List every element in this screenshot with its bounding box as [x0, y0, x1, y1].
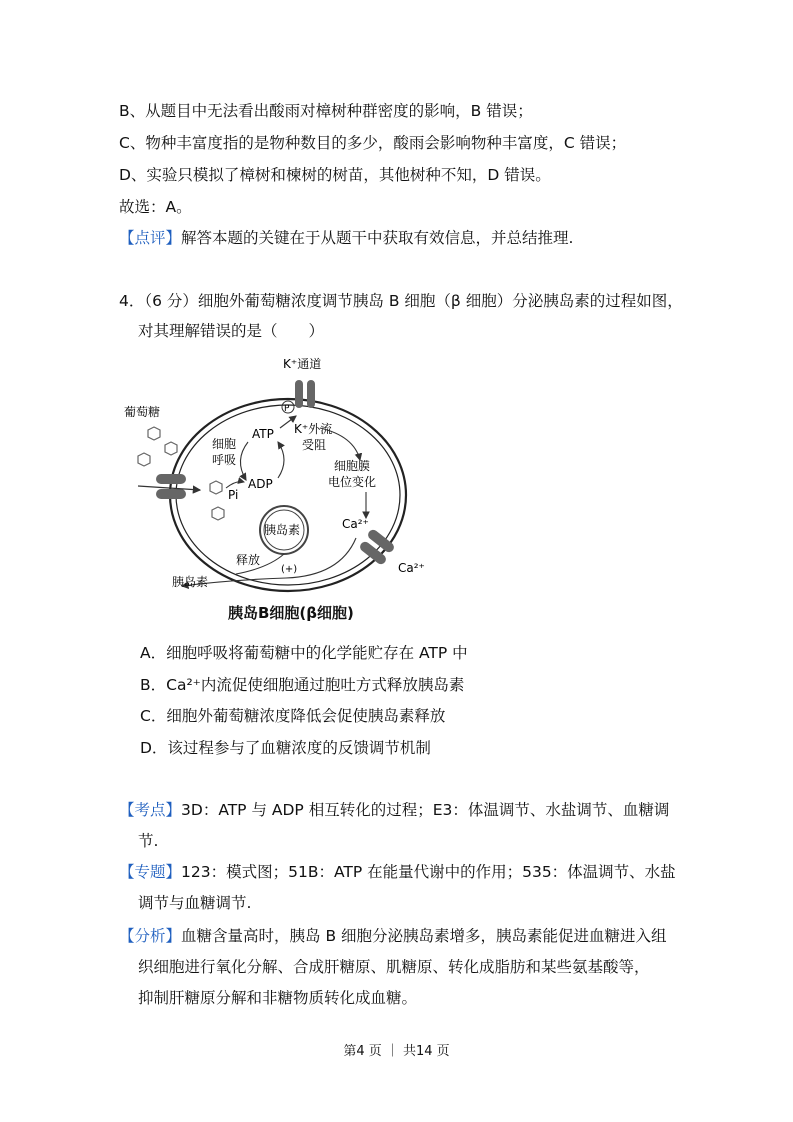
comment-text: 解答本题的关键在于从题干中获取有效信息，并总结推理. — [181, 229, 574, 247]
zhuanti-line-1: 【专题】123：模式图；51B：ATP 在能量代谢中的作用；535：体温调节、水盐 — [119, 863, 676, 881]
ca-outer-label: Ca²⁺ — [398, 561, 425, 575]
option-a: A．细胞呼吸将葡萄糖中的化学能贮存在 ATP 中 — [140, 644, 468, 662]
option-b: B．Ca²⁺内流促使细胞通过胞吐方式释放胰岛素 — [140, 676, 465, 694]
glucose-label: 葡萄糖 — [124, 405, 161, 419]
membrane-label-2: 电位变化 — [328, 475, 377, 489]
k-efflux-label-1: K⁺外流 — [294, 422, 333, 436]
ca-channel-icon — [358, 528, 396, 566]
k-channel-icon — [295, 380, 315, 408]
fenxi-tag: 【分析】 — [119, 927, 182, 945]
fenxi-line-2: 织细胞进行氧化分解、合成肝糖原、肌糖原、转化成脂肪和某些氨基酸等， — [138, 958, 650, 976]
atp-label: ATP — [252, 427, 274, 441]
adp-label: ADP — [248, 477, 273, 491]
cell-membrane — [170, 399, 406, 591]
k-efflux-label-2: 受阻 — [302, 438, 327, 452]
ca-inner-label: Ca²⁺ — [342, 517, 369, 531]
release-label: 释放 — [236, 553, 261, 567]
comment-tag: 【点评】 — [119, 229, 182, 247]
zhuanti-line-2: 调节与血糖调节. — [138, 894, 252, 912]
answer-line-d: D、实验只模拟了樟树和楝树的树苗，其他树种不知，D 错误。 — [119, 166, 551, 184]
answer-line-c: C、物种丰富度指的是物种数目的多少，酸雨会影响物种丰富度，C 错误； — [119, 134, 627, 152]
answer-line-b: B、从题目中无法看出酸雨对樟树种群密度的影响，B 错误； — [119, 102, 533, 120]
kaodian-tag: 【考点】 — [119, 801, 182, 819]
beta-cell-diagram — [118, 350, 425, 630]
kaodian-line-1: 【考点】3D：ATP 与 ADP 相互转化的过程；E3：体温调节、水盐调节、血糖调 — [119, 801, 670, 819]
figure-caption: 胰岛B细胞(β细胞) — [228, 604, 354, 622]
question-line-2: 对其理解错误的是（ ） — [138, 322, 325, 340]
option-d: D．该过程参与了血糖浓度的反馈调节机制 — [140, 739, 431, 757]
fenxi-line-3: 抑制肝糖原分解和非糖物质转化成血糖。 — [138, 989, 418, 1007]
insulin-inner-label: 胰岛素 — [264, 523, 301, 537]
answer-choice: 故选：A。 — [119, 198, 192, 216]
svg-text:P: P — [284, 404, 290, 414]
pi-label: Pi — [228, 488, 239, 502]
comment-line — [119, 228, 573, 248]
kaodian-line-2: 节. — [138, 832, 159, 850]
page-footer: 第4 页 ｜ 共14 页 — [343, 1044, 450, 1059]
zhuanti-tag: 【专题】 — [119, 863, 182, 881]
membrane-label-1: 细胞膜 — [334, 459, 371, 473]
question-line-1: 4．（6 分）细胞外葡萄糖浓度调节胰岛 B 细胞（β 细胞）分泌胰岛素的过程如图， — [119, 292, 683, 310]
respiration-label-2: 呼吸 — [212, 453, 237, 467]
respiration-label-1: 细胞 — [212, 437, 237, 451]
fenxi-line-1: 【分析】血糖含量高时，胰岛 B 细胞分泌胰岛素增多，胰岛素能促进血糖进入组 — [119, 927, 667, 945]
k-channel-label: K⁺通道 — [283, 357, 322, 371]
option-c: C．细胞外葡萄糖浓度降低会促使胰岛素释放 — [140, 707, 446, 725]
insulin-outer-label: 胰岛素 — [172, 575, 209, 589]
positive-effect-label: (+) — [281, 564, 298, 575]
